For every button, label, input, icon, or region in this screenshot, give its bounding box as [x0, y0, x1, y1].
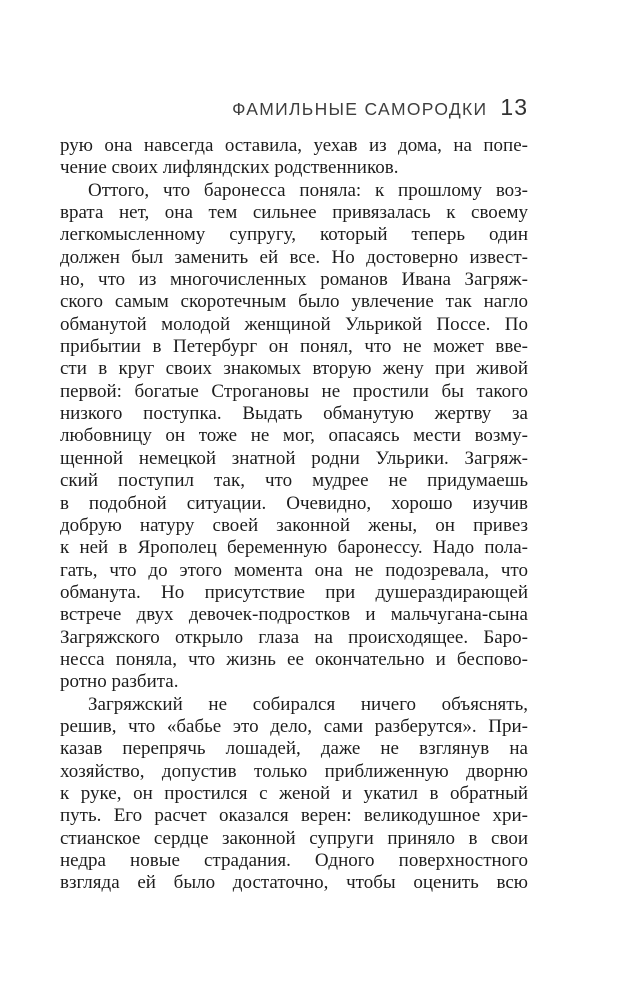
text-line: сти в круг своих знакомых вторую жену при живой [60, 358, 528, 380]
text-line: ский поступил так, что мудрее не придумаешь [60, 470, 528, 492]
text-line: врата нет, она тем сильнее привязалась к своему [60, 202, 528, 224]
running-header-title: ФАМИЛЬНЫЕ САМОРОДКИ [232, 99, 488, 119]
text-line: Загряжского открыло глаза на происходящее. Баро- [60, 626, 528, 648]
text-line: стианское сердце законной супруги приняло в свои [60, 827, 528, 849]
text-line: путь. Его расчет оказался верен: великодушное хри- [60, 805, 528, 827]
text-line: ротно разбита. [60, 671, 179, 693]
text-line: низкого поступка. Выдать обманутую жертву за [60, 403, 528, 425]
text-line: хозяйство, допустив только приближенную дворню [60, 760, 528, 782]
text-line: гать, что до этого момента она не подозревала, что [60, 559, 528, 581]
text-line: несса поняла, что жизнь ее окончательно и беспово- [60, 648, 528, 670]
text-line: рую она навсегда оставила, уехав из дома, на попе- [60, 135, 528, 156]
text-line: Загряжский не собирался ничего объяснять, [88, 693, 528, 715]
text-line: но, что из многочисленных романов Ивана Загряж- [60, 269, 528, 291]
running-header [60, 94, 528, 121]
text-line: к ней в Ярополец беременную баронессу. Надо пола- [60, 537, 528, 559]
text-line: прибытии в Петербург он понял, что не может вве- [60, 336, 528, 358]
text-line: взгляда ей было достаточно, чтобы оценить всю [60, 872, 528, 894]
text-line: в подобной ситуации. Очевидно, хорошо изучив [60, 492, 528, 514]
text-line: решив, что «бабье это дело, сами разберутся». При- [60, 715, 528, 737]
text-line: к руке, он простился с женой и укатил в обратный [60, 782, 528, 804]
text-line: встрече двух девочек-подростков и мальчугана-сына [60, 604, 528, 626]
text-line: казав перепрячь лошадей, даже не взглянув на [60, 738, 528, 760]
text-line: недра новые страдания. Одного поверхностного [60, 850, 528, 871]
text-line: обманута. Но присутствие при душераздирающей [60, 581, 528, 603]
text-line: добрую натуру своей законной жены, он привез [60, 514, 528, 536]
text-line: щенной немецкой знатной родни Ульрики. Загряж- [60, 447, 528, 469]
body-text [60, 135, 528, 895]
text-line: первой: богатые Строгановы не простили бы такого [60, 380, 528, 402]
text-line: обманутой молодой женщиной Ульрикой Поссе. По [60, 313, 528, 335]
text-line: чение своих лифляндских родственников. [60, 157, 399, 179]
page-number: 13 [500, 94, 528, 120]
text-line: Оттого, что баронесса поняла: к прошлому воз- [88, 179, 528, 201]
text-line: должен был заменить ей все. Но достоверно извест- [60, 246, 528, 268]
text-line: любовницу он тоже не мог, опасаясь мести возму- [60, 425, 528, 447]
text-line: легкомысленному супругу, который теперь один [60, 224, 528, 246]
text-line: ского самым скоротечным было увлечение так нагло [60, 291, 528, 313]
